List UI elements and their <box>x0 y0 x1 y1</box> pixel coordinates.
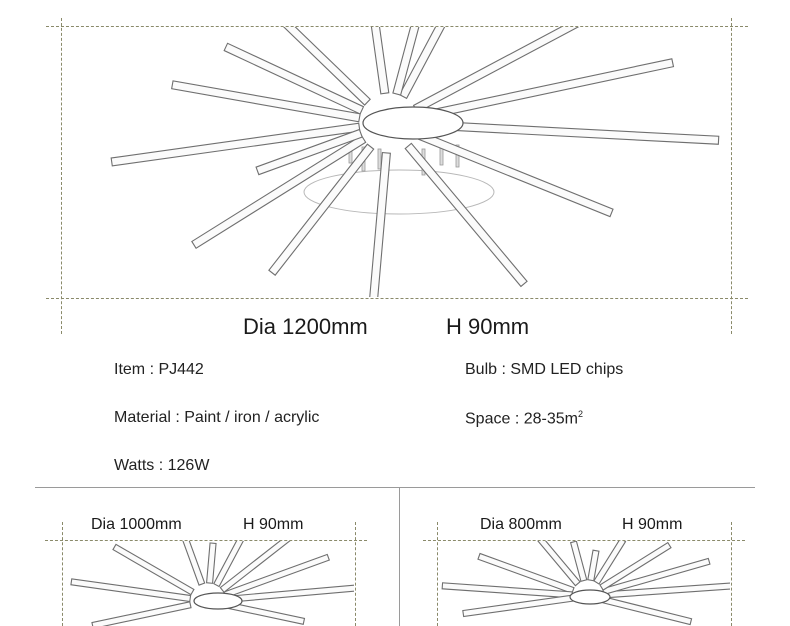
chandelier-sketch-small <box>438 541 730 626</box>
variant-right-diameter: Dia 800mm <box>480 516 562 533</box>
section-divider <box>35 487 755 488</box>
spec-bulb: Bulb : SMD LED chips <box>465 361 624 378</box>
variant-left-height: H 90mm <box>243 516 304 533</box>
variant-left-frame-right <box>355 522 356 626</box>
variant-left-diameter: Dia 1000mm <box>91 516 182 533</box>
main-diameter-label: Dia 1200mm <box>243 314 368 339</box>
spec-watts: Watts : 126W <box>114 457 210 474</box>
variant-right-frame-right <box>731 522 732 626</box>
variant-right-height: H 90mm <box>622 516 683 533</box>
spec-space-value: Space : 28-35m <box>465 410 578 428</box>
spec-material: Material : Paint / iron / acrylic <box>114 409 320 426</box>
frame-right-line <box>731 18 732 334</box>
spec-space <box>465 409 583 428</box>
column-divider <box>399 487 400 626</box>
spec-item: Item : PJ442 <box>114 361 204 378</box>
spec-space-superscript: 2 <box>577 409 583 419</box>
frame-bottom-line <box>46 298 748 299</box>
chandelier-sketch-medium <box>63 541 354 626</box>
main-height-label: H 90mm <box>446 314 530 339</box>
chandelier-sketch-large <box>62 27 730 297</box>
